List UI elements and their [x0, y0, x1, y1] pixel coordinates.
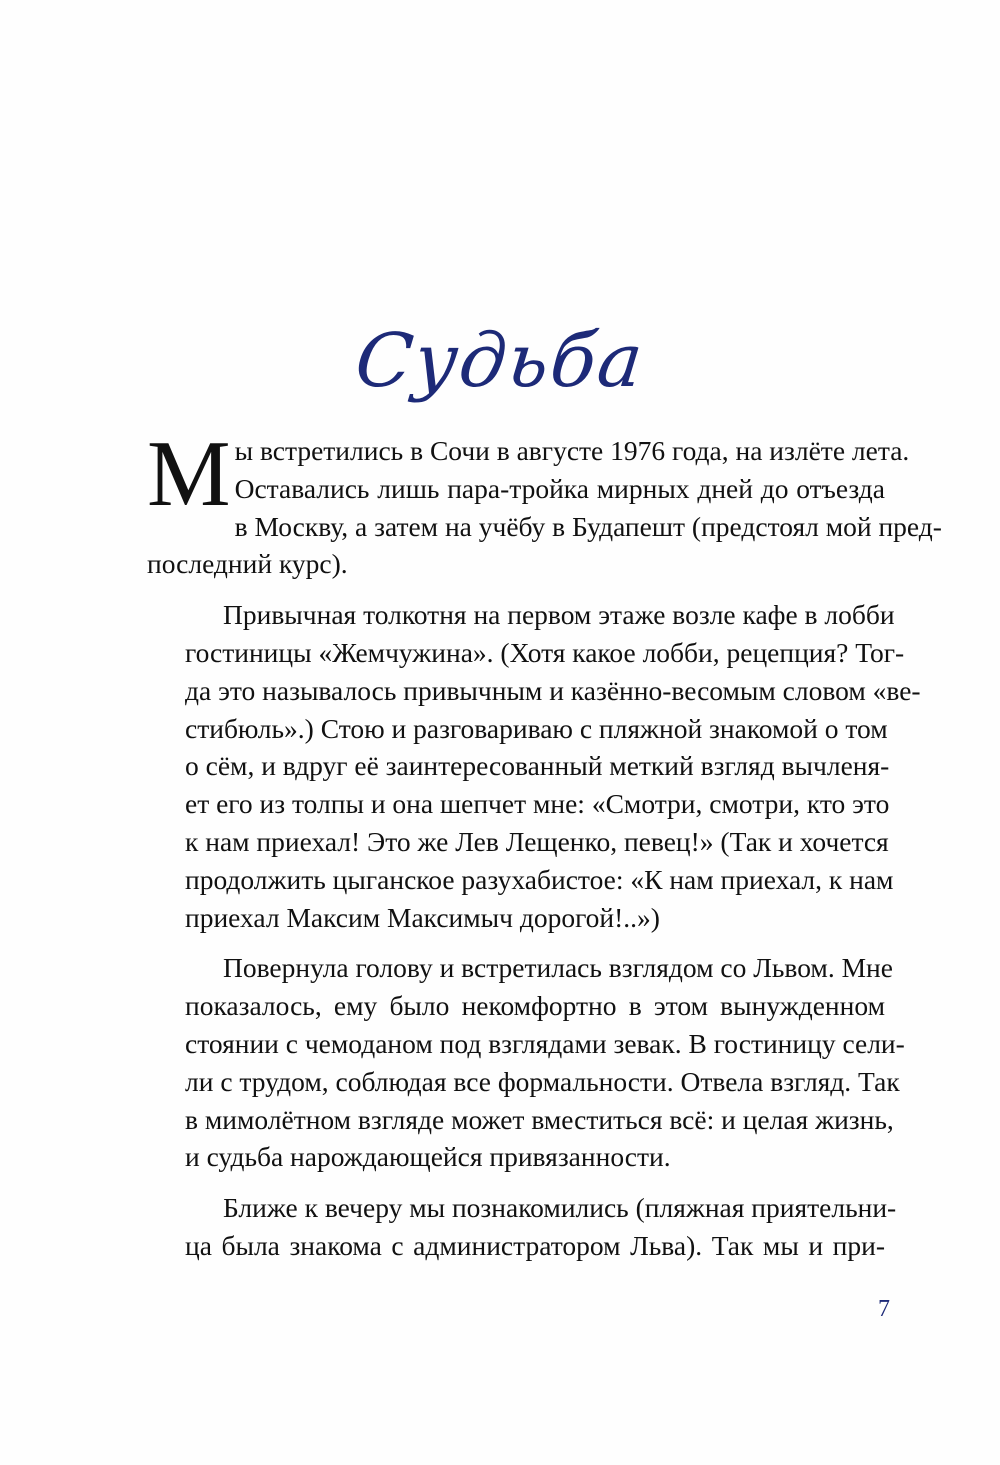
text-line: о сём, и вдруг её заинтересованный меткий взгляд вычленя- — [185, 750, 890, 782]
text-line: гостиницы «Жемчужина». (Хотя какое лобби, рецепция? Тог- — [185, 636, 905, 668]
paragraph-2 — [147, 596, 921, 936]
text-line: продолжить цыганское разухабистое: «К нам приехал, к нам — [185, 863, 894, 895]
body-text — [147, 422, 942, 1278]
text-line: приехал Максим Максимыч дорогой!..») — [185, 901, 660, 933]
chapter-title: Судьба — [351, 318, 649, 404]
paragraph-3 — [147, 949, 905, 1176]
text-line: Привычная толкотня на первом этаже возле кафе в лобби — [223, 599, 895, 631]
text-line: ца была знакома с администратором Льва). Так мы и при- — [185, 1229, 885, 1261]
paragraph-4 — [147, 1189, 897, 1265]
text-line: показалось, ему было некомфортно в этом вынужденном — [185, 990, 885, 1022]
text-line: и судьба нарождающейся привязанности. — [185, 1141, 671, 1173]
text-line: в мимолётном взгляде может вместиться всё: и целая жизнь, — [185, 1103, 894, 1135]
text-line: ы встретились в Сочи в августе 1976 года, на излёте лета. — [234, 435, 910, 466]
text-line: стоянии с чемоданом под взглядами зевак. В гостиницу сели- — [185, 1027, 905, 1059]
text-line: Повернула голову и встретилась взглядом со Львом. Мне — [223, 952, 893, 984]
text-line: ли с трудом, соблюдая все формальности. Отвела взгляд. Так — [185, 1065, 900, 1097]
text-line: Ближе к вечеру мы познакомились (пляжная приятельни- — [223, 1192, 897, 1224]
text-line: стибюль».) Стою и разговариваю с пляжной знакомой о том — [185, 712, 888, 744]
text-line: в Москву, а затем на учёбу в Будапешт (предстоял мой пред- — [234, 510, 942, 542]
page-number: 7 — [878, 1296, 890, 1322]
text-line: ет его из толпы и она шепчет мне: «Смотри, смотри, кто это — [185, 788, 890, 820]
paragraph-1 — [147, 422, 942, 583]
text-line: последний курс). — [147, 548, 348, 580]
text-line: Оставались лишь пара-тройка мирных дней до отъезда — [234, 472, 885, 504]
text-line: к нам приехал! Это же Лев Лещенко, певец!» (Так и хочется — [185, 825, 889, 857]
drop-cap: М — [147, 422, 231, 526]
text-line: да это называлось привычным и казённо-весомым словом «ве- — [185, 674, 921, 706]
